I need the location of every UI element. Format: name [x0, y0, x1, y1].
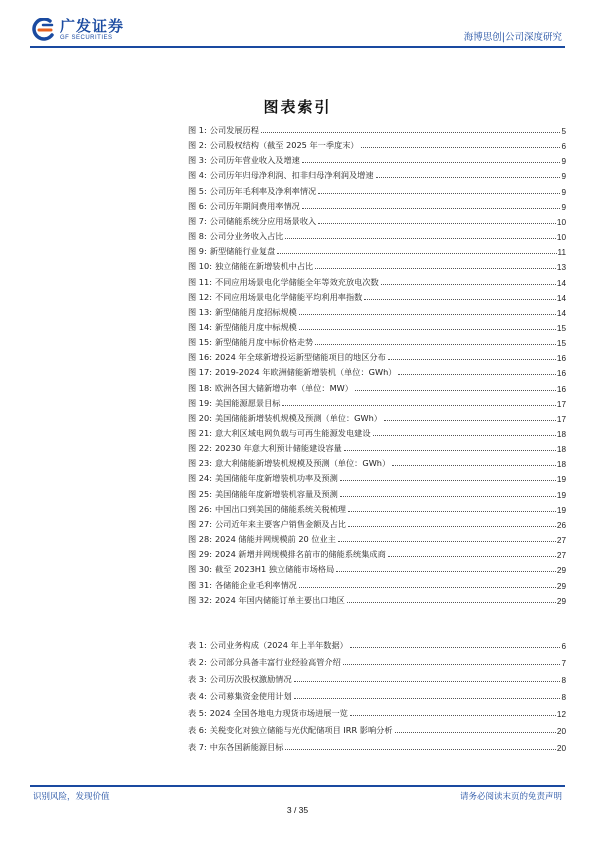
index-title: 公司股权结构（截至 2025 年一季度末）: [209, 140, 359, 151]
index-title: 不同应用场景电化学储能全年等效充放电次数: [214, 276, 379, 287]
index-label: 图 18:: [188, 382, 212, 393]
footer-slogan: 识别风险，发现价值: [33, 792, 110, 802]
figure-index-row[interactable]: [188, 382, 566, 394]
figure-index-row[interactable]: [188, 594, 566, 606]
index-label: 图 6:: [188, 200, 207, 211]
dot-leader: [344, 449, 556, 451]
index-page-number: 10: [556, 217, 566, 227]
index-label: 图 23:: [188, 458, 212, 469]
index-label: 图 26:: [188, 503, 212, 514]
index-title: 公司储能系统分应用场景收入: [209, 215, 317, 226]
index-page-number: 17: [556, 414, 566, 424]
index-label: 表 7:: [188, 742, 207, 752]
index-page-number: 8: [561, 676, 566, 685]
index-page-number: 9: [561, 202, 566, 212]
index-label: 图 9:: [188, 246, 207, 257]
index-title: 公司业务构成（2024 年上半年数据）: [209, 640, 348, 650]
table-index-row[interactable]: [188, 639, 566, 651]
dot-leader: [299, 313, 556, 315]
index-title: 新型储能月度中标价格走势: [214, 337, 314, 348]
dot-leader: [350, 646, 561, 648]
dot-leader: [355, 389, 556, 391]
figure-index-row[interactable]: [188, 533, 566, 545]
index-page-number: 18: [556, 460, 566, 470]
index-label: 表 2:: [188, 657, 207, 667]
index-page-number: 15: [556, 323, 566, 333]
index-label: 图 11:: [188, 276, 212, 287]
index-title: 美国储能新增装机规模及预测（单位：GWh）: [214, 412, 382, 423]
footer-disclaimer: 请务必阅读末页的免责声明: [459, 792, 562, 802]
index-title: 意大利储能新增装机规模及预测（单位：GWh）: [214, 458, 391, 469]
index-label: 表 6:: [188, 725, 207, 735]
index-label: 图 28:: [188, 534, 212, 545]
index-page-number: 29: [556, 581, 566, 591]
dot-leader: [294, 680, 561, 682]
index-title: 新型储能月度招标规模: [214, 306, 297, 317]
index-title: 20230 年意大利预计储能建设容量: [214, 443, 342, 454]
dot-leader: [347, 601, 556, 603]
index-title: 2024 全国各地电力现货市场进展一览: [209, 708, 348, 718]
figure-index-row[interactable]: [188, 563, 566, 575]
index-title: 2024 新增并网规模排名前市的储能系统集成商: [214, 549, 386, 560]
index-page-number: 29: [556, 596, 566, 606]
dot-leader: [336, 570, 556, 572]
dot-leader: [318, 222, 556, 224]
index-page-number: 9: [561, 172, 566, 182]
index-label: 图 2:: [188, 140, 207, 151]
index-page-number: 27: [556, 536, 566, 546]
table-index-row[interactable]: [188, 707, 566, 719]
index-label: 图 12:: [188, 291, 212, 302]
index-label: 图 4:: [188, 170, 207, 181]
index-title: 公司历年期间费用率情况: [209, 200, 300, 211]
index-title: 中东各国新能源目标: [209, 742, 284, 752]
dot-leader: [384, 419, 556, 421]
index-title: 意大利区域电网负载与可再生能源发电建设: [214, 428, 371, 438]
dot-leader: [381, 283, 556, 285]
figure-index-row[interactable]: [188, 442, 566, 454]
figure-index-row[interactable]: [188, 139, 566, 151]
index-title: 2024 储能并网规模前 20 位业主: [214, 534, 336, 545]
dot-leader: [318, 192, 560, 194]
logo-en-text: GF SECURITIES: [60, 35, 113, 41]
figure-index-row[interactable]: [188, 579, 566, 591]
figure-index-row[interactable]: [188, 427, 566, 439]
index-label: 图 31:: [188, 579, 212, 590]
dot-leader: [315, 267, 556, 269]
dot-leader: [285, 748, 555, 750]
index-label: 图 24:: [188, 473, 212, 484]
dot-leader: [340, 495, 556, 497]
index-title: 美国储能年度新增装机容量及预测: [214, 488, 338, 499]
figure-index-row[interactable]: [188, 124, 566, 136]
index-label: 表 5:: [188, 708, 207, 718]
index-label: 表 3:: [188, 674, 207, 684]
figure-index-row[interactable]: [188, 260, 566, 272]
dot-leader: [294, 697, 561, 699]
figure-index-row[interactable]: [188, 154, 566, 166]
page-header: [0, 0, 595, 50]
dot-leader: [376, 176, 561, 178]
index-page-number: 10: [556, 233, 566, 243]
figure-index-row[interactable]: [188, 548, 566, 560]
index-page-number: 7: [561, 659, 566, 668]
figure-index-row[interactable]: [188, 518, 566, 530]
index-label: 图 5:: [188, 185, 207, 196]
dot-leader: [261, 131, 561, 133]
gf-securities-logo: [30, 18, 124, 42]
index-title: 欧洲各国大储新增功率（单位：MW）: [214, 382, 353, 393]
page-number: 3 / 35: [286, 805, 309, 815]
index-page-number: 29: [556, 566, 566, 576]
index-title: 各储能企业毛利率情况: [214, 579, 297, 590]
dot-leader: [398, 373, 555, 375]
index-label: 表 1:: [188, 640, 207, 650]
index-label: 图 32:: [188, 594, 212, 605]
dot-leader: [348, 510, 556, 512]
index-title: 美国储能年度新增装机功率及预测: [214, 473, 338, 484]
dot-leader: [340, 479, 556, 481]
index-page-number: 18: [556, 445, 566, 455]
dot-leader: [302, 207, 561, 209]
dot-leader: [299, 586, 556, 588]
figure-index-row[interactable]: [188, 200, 566, 212]
table-index-row[interactable]: [188, 741, 566, 753]
index-page-number: 11: [557, 248, 566, 258]
index-page-number: 12: [556, 710, 566, 719]
index-title: 美国能源愿景目标: [214, 397, 281, 408]
logo-cn-text: 广发证券: [60, 17, 125, 35]
index-title: 2024 年国内储能订单主要出口地区: [214, 594, 345, 605]
index-page-number: 26: [556, 520, 566, 530]
index-page-number: 16: [556, 354, 566, 364]
index-title: 公司部分具备丰富行业经验高管介绍: [209, 657, 341, 667]
index-label: 图 1:: [188, 125, 207, 135]
index-label: 图 3:: [188, 155, 207, 166]
figure-index-row[interactable]: [188, 457, 566, 469]
dot-leader: [299, 328, 556, 330]
dot-leader: [364, 298, 556, 300]
index-page-number: 20: [556, 744, 566, 753]
index-title: 公司发展历程: [209, 125, 259, 135]
dot-leader: [388, 358, 556, 360]
index-page-number: 19: [556, 475, 566, 485]
index-label: 图 14:: [188, 321, 212, 332]
index-title: 2024 年全球新增投运新型储能项目的地区分布: [214, 352, 386, 363]
index-label: 图 7:: [188, 215, 207, 226]
figure-index-row[interactable]: [188, 503, 566, 515]
index-label: 图 15:: [188, 337, 212, 348]
index-title: 独立储能在新增装机中占比: [214, 261, 314, 272]
index-label: 图 25:: [188, 488, 212, 499]
index-title: 公司历年毛利率及净利率情况: [209, 185, 317, 196]
index-page-number: 8: [561, 693, 566, 702]
index-title: 截至 2023H1 独立储能市场格局: [214, 564, 335, 575]
table-index-row[interactable]: [188, 656, 566, 668]
index-title: 新型储能行业复盘: [209, 246, 276, 257]
table-index-row[interactable]: [188, 690, 566, 702]
figure-index-row[interactable]: [188, 169, 566, 181]
index-label: 图 27:: [188, 518, 212, 529]
figure-index-row[interactable]: [188, 412, 566, 424]
figure-index-row[interactable]: [188, 397, 566, 409]
figure-index-row[interactable]: [188, 336, 566, 348]
index-label: 图 17:: [188, 367, 212, 378]
index-title: 中国出口到美国的储能系统关税梳理: [214, 503, 346, 514]
figure-index-row[interactable]: [188, 276, 566, 288]
figure-index-row[interactable]: [188, 185, 566, 197]
footer-divider: [30, 785, 565, 787]
index-page-number: 6: [561, 142, 566, 152]
dot-leader: [285, 237, 555, 239]
dot-leader: [350, 714, 556, 716]
index-label: 图 22:: [188, 443, 212, 454]
figure-index-row[interactable]: [188, 306, 566, 318]
index-label: 图 10:: [188, 261, 212, 272]
index-label: 图 30:: [188, 564, 212, 575]
figure-index-row[interactable]: [188, 321, 566, 333]
index-page-number: 9: [561, 187, 566, 197]
index-page-number: 5: [561, 127, 566, 136]
index-page-number: 14: [556, 308, 566, 318]
index-page-number: 13: [556, 263, 566, 273]
figure-index-row[interactable]: [188, 291, 566, 303]
gf-logo-icon: [30, 18, 56, 42]
dot-leader: [343, 663, 561, 665]
index-label: 图 29:: [188, 549, 212, 560]
index-title: 公司分业务收入占比: [209, 231, 284, 242]
index-page-number: 16: [556, 369, 566, 379]
index-title: 新型储能月度中标规模: [214, 321, 297, 332]
index-page-number: 27: [556, 551, 566, 561]
header-divider: [30, 46, 565, 48]
index-page-number: 14: [556, 293, 566, 303]
table-index-row[interactable]: [188, 673, 566, 685]
dot-leader: [277, 252, 556, 254]
index-page-number: 15: [556, 339, 566, 349]
figure-index-row[interactable]: [188, 472, 566, 484]
index-title: 公司历年归母净利润、扣非归母净利润及增速: [209, 170, 374, 181]
index-title: 公司历年营业收入及增速: [209, 155, 300, 166]
dot-leader: [302, 161, 561, 163]
index-page-number: 18: [556, 430, 566, 439]
index-page-number: 16: [556, 384, 566, 394]
dot-leader: [392, 464, 556, 466]
index-title: 关税变化对独立储能与光伏配储项目 IRR 影响分析: [209, 725, 393, 735]
index-page-number: 19: [556, 505, 566, 515]
index-page-number: 19: [556, 490, 566, 500]
index-label: 表 4:: [188, 691, 207, 701]
figure-index-row[interactable]: [188, 366, 566, 378]
index-title: 公司募集资金使用计划: [209, 691, 292, 701]
dot-leader: [338, 540, 556, 542]
page-title: 图表索引: [263, 98, 332, 116]
dot-leader: [348, 525, 556, 527]
index-page-number: 9: [561, 157, 566, 167]
report-label: 海博思创|公司深度研究: [463, 32, 562, 43]
dot-leader: [282, 404, 555, 406]
table-index-row[interactable]: [188, 724, 566, 736]
index-label: 图 19:: [188, 397, 212, 408]
index-label: 图 13:: [188, 306, 212, 317]
figure-index-row[interactable]: [188, 488, 566, 500]
dot-leader: [315, 343, 556, 345]
dot-leader: [388, 555, 556, 557]
index-page-number: 20: [556, 727, 566, 736]
dot-leader: [361, 146, 561, 148]
figure-index-row[interactable]: [188, 245, 566, 257]
index-label: 图 21:: [188, 428, 212, 438]
figure-index-row[interactable]: [188, 351, 566, 363]
dot-leader: [373, 434, 556, 436]
dot-leader: [395, 731, 556, 733]
figure-index-row[interactable]: [188, 215, 566, 227]
index-title: 公司近年来主要客户销售金额及占比: [214, 518, 346, 529]
index-label: 图 20:: [188, 412, 212, 423]
figure-index-row[interactable]: [188, 230, 566, 242]
index-page-number: 14: [556, 278, 566, 288]
index-page-number: 6: [561, 642, 566, 651]
index-title: 不同应用场景电化学储能平均利用率指数: [214, 291, 363, 302]
index-label: 图 16:: [188, 352, 212, 363]
index-title: 公司历次股权激励情况: [209, 674, 292, 684]
index-title: 2019-2024 年欧洲储能新增装机（单位：GWh）: [214, 367, 397, 378]
index-page-number: 17: [556, 399, 566, 409]
index-label: 图 8:: [188, 231, 207, 242]
